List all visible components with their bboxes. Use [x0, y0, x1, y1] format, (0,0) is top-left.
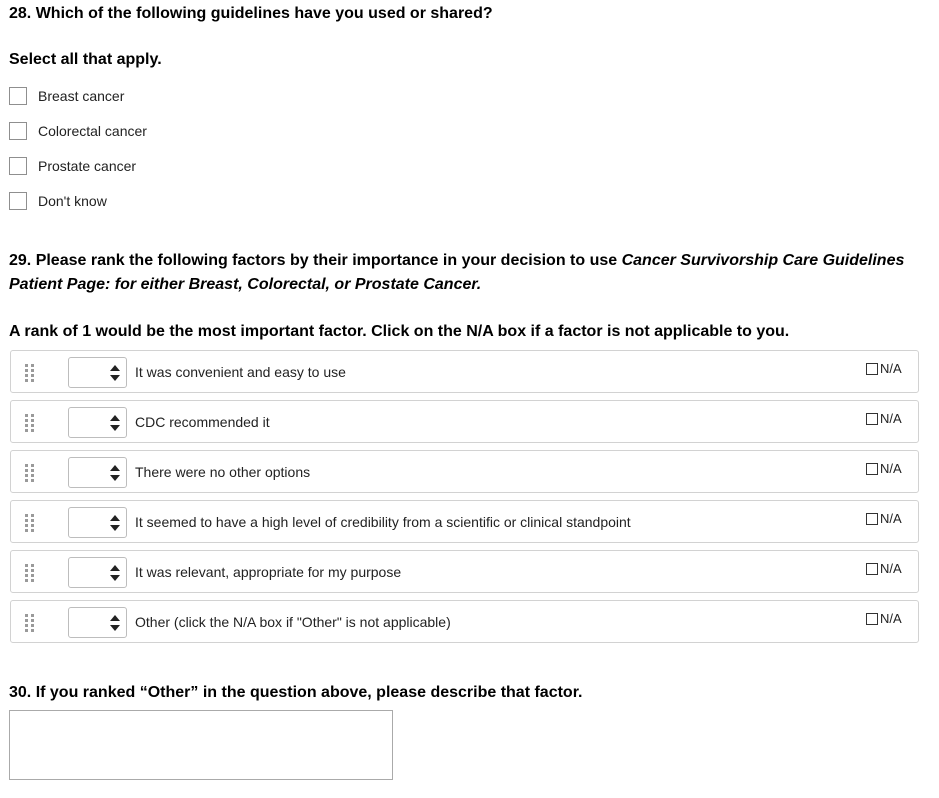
- q30-title: 30. If you ranked “Other” in the question above, please describe that factor.: [9, 684, 583, 701]
- other-factor-textarea[interactable]: [9, 710, 393, 780]
- na-label: N/A: [880, 561, 902, 576]
- spinner-arrows-icon: [110, 465, 120, 481]
- option-label: Don't know: [38, 193, 107, 209]
- checkbox[interactable]: [866, 413, 878, 425]
- rank-item-label: CDC recommended it: [135, 414, 270, 430]
- rank-item-label: It was convenient and easy to use: [135, 364, 346, 380]
- rank-select[interactable]: [68, 407, 127, 438]
- na-label: N/A: [880, 411, 902, 426]
- rank-item-label: It seemed to have a high level of credibility from a scientific or clinical standpoint: [135, 514, 631, 530]
- checkbox[interactable]: [9, 122, 27, 140]
- na-checkbox[interactable]: [866, 461, 902, 476]
- spinner-arrows-icon: [110, 365, 120, 381]
- q29-title-guideline-name: Cancer Survivorship Care Guidelines Patient Page: for either Breast, Colorectal, or Prostate Cancer.: [9, 252, 905, 293]
- na-label: N/A: [880, 461, 902, 476]
- na-label: N/A: [880, 511, 902, 526]
- rank-select[interactable]: [68, 607, 127, 638]
- rank-row[interactable]: [10, 500, 919, 543]
- rank-select[interactable]: [68, 507, 127, 538]
- q29-instruction: A rank of 1 would be the most important factor. Click on the N/A box if a factor is not applicable to you.: [9, 323, 790, 340]
- checkbox[interactable]: [866, 463, 878, 475]
- q28-option-colorectal-cancer[interactable]: [9, 120, 147, 142]
- q28-option-breast-cancer[interactable]: [9, 85, 124, 107]
- q29-title: [9, 249, 924, 297]
- rank-row[interactable]: [10, 550, 919, 593]
- rank-row[interactable]: [10, 350, 919, 393]
- drag-handle-icon[interactable]: [25, 514, 35, 530]
- drag-handle-icon[interactable]: [25, 364, 35, 380]
- drag-handle-icon[interactable]: [25, 614, 35, 630]
- checkbox[interactable]: [866, 513, 878, 525]
- na-checkbox[interactable]: [866, 361, 902, 376]
- q29-title-text: 29. Please rank the following factors by their importance in your decision to use: [9, 252, 622, 269]
- spinner-arrows-icon: [110, 615, 120, 631]
- rank-select[interactable]: [68, 557, 127, 588]
- rank-row[interactable]: [10, 450, 919, 493]
- q28-title: 28. Which of the following guidelines have you used or shared?: [9, 5, 493, 22]
- rank-item-label: It was relevant, appropriate for my purpose: [135, 564, 402, 580]
- q28-instruction: Select all that apply.: [9, 51, 162, 68]
- na-checkbox[interactable]: [866, 411, 902, 426]
- na-checkbox[interactable]: [866, 561, 902, 576]
- rank-row[interactable]: [10, 400, 919, 443]
- drag-handle-icon[interactable]: [25, 564, 35, 580]
- rank-select[interactable]: [68, 457, 127, 488]
- na-checkbox[interactable]: [866, 611, 902, 626]
- rank-select[interactable]: [68, 357, 127, 388]
- checkbox[interactable]: [866, 613, 878, 625]
- rank-row[interactable]: [10, 600, 919, 643]
- spinner-arrows-icon: [110, 565, 120, 581]
- spinner-arrows-icon: [110, 415, 120, 431]
- checkbox[interactable]: [866, 363, 878, 375]
- drag-handle-icon[interactable]: [25, 414, 35, 430]
- checkbox[interactable]: [9, 157, 27, 175]
- q28-option-prostate-cancer[interactable]: [9, 155, 136, 177]
- checkbox[interactable]: [9, 87, 27, 105]
- na-label: N/A: [880, 361, 902, 376]
- na-checkbox[interactable]: [866, 511, 902, 526]
- q28-option-dont-know[interactable]: [9, 190, 107, 212]
- rank-item-label: There were no other options: [135, 464, 311, 480]
- checkbox[interactable]: [9, 192, 27, 210]
- checkbox[interactable]: [866, 563, 878, 575]
- drag-handle-icon[interactable]: [25, 464, 35, 480]
- na-label: N/A: [880, 611, 902, 626]
- option-label: Breast cancer: [38, 88, 125, 104]
- option-label: Prostate cancer: [38, 158, 137, 174]
- spinner-arrows-icon: [110, 515, 120, 531]
- rank-item-label: Other (click the N/A box if "Other" is not applicable): [135, 614, 451, 630]
- option-label: Colorectal cancer: [38, 123, 147, 139]
